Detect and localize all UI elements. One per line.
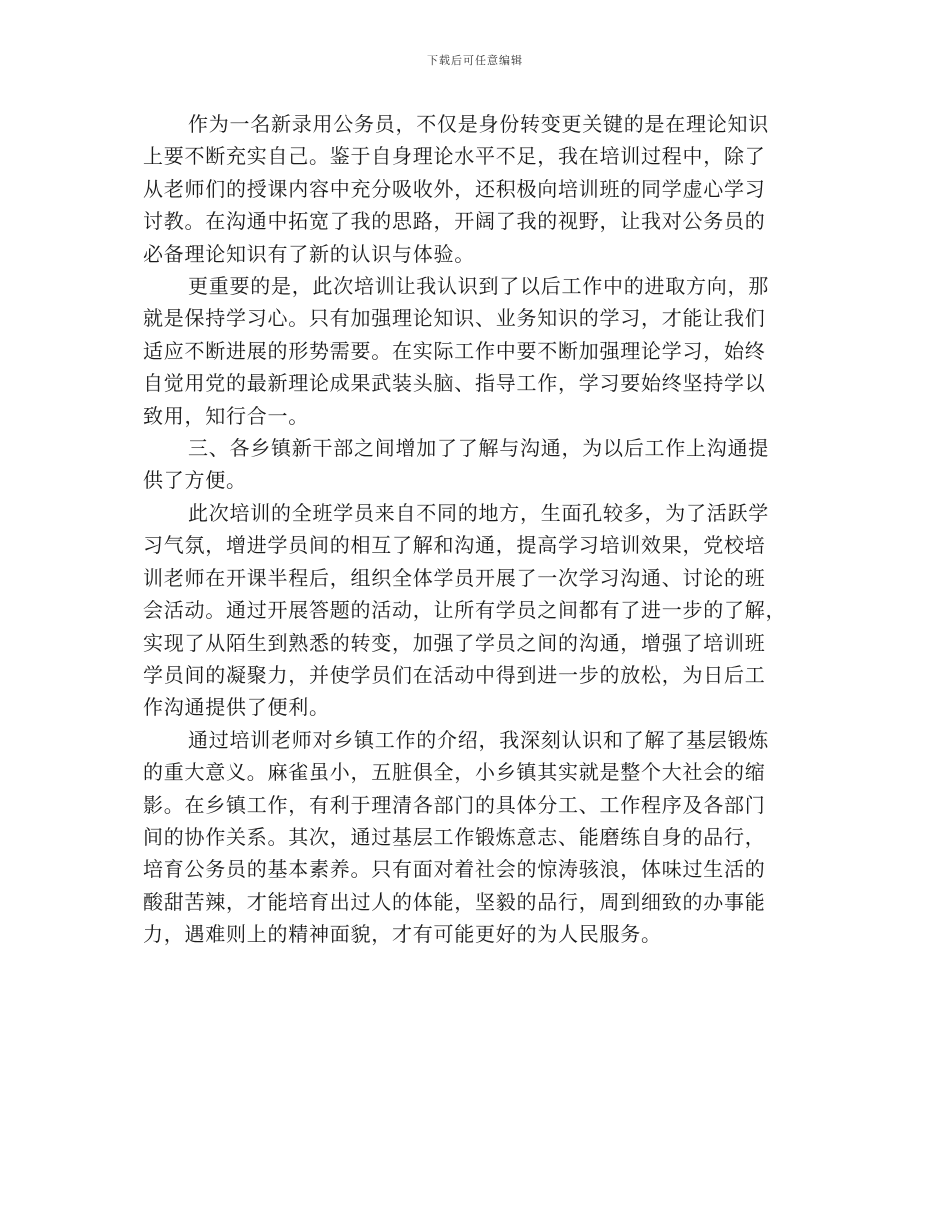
text-line: 供了方便。 (143, 468, 247, 493)
text-line: 就是保持学习心。只有加强理论知识、业务知识的学习，才能让我们 (143, 306, 766, 331)
text-line: 更重要的是，此次培训让我认识到了以后工作中的进取方向，那 (188, 274, 769, 299)
text-line: 此次培训的全班学员来自不同的地方，生面孔较多，为了活跃学 (188, 500, 769, 525)
text-line: 致用，知行合一。 (143, 403, 309, 428)
text-line: 讨教。在沟通中拓宽了我的思路，开阔了我的视野，让我对公务员的 (143, 209, 766, 234)
paragraph-5 (143, 724, 803, 951)
text-line: 酸甜苦辣，才能培育出过人的体能，坚毅的品行，周到细致的办事能 (143, 889, 766, 914)
text-line: 自觉用党的最新理论成果武装头脑、指导工作，学习要始终坚持学以 (143, 371, 766, 396)
text-line: 必备理论知识有了新的认识与体验。 (143, 241, 475, 266)
text-line: 学员间的凝聚力，并使学员们在活动中得到进一步的放松，为日后工 (143, 662, 766, 687)
text-line: 力，遇难则上的精神面貌，才有可能更好的为人民服务。 (143, 922, 662, 947)
text-line: 间的协作关系。其次，通过基层工作锻炼意志、能磨练自身的品行， (143, 824, 766, 849)
paragraph-3-heading (143, 432, 803, 497)
paragraph-4 (143, 497, 803, 724)
text-line: 适应不断进展的形势需要。在实际工作中要不断加强理论学习，始终 (143, 338, 766, 363)
text-line: 训老师在开课半程后，组织全体学员开展了一次学习沟通、讨论的班 (143, 565, 766, 590)
text-line: 会活动。通过开展答题的活动，让所有学员之间都有了进一步的了解， (143, 598, 787, 623)
text-line: 上要不断充实自己。鉴于自身理论水平不足，我在培训过程中，除了 (143, 144, 766, 169)
paragraph-2 (143, 270, 803, 432)
text-line: 三、各乡镇新干部之间增加了了解与沟通，为以后工作上沟通提 (188, 436, 769, 461)
text-line: 培育公务员的基本素养。只有面对着社会的惊涛骇浪，体味过生活的 (143, 857, 766, 882)
text-line: 通过培训老师对乡镇工作的介绍，我深刻认识和了解了基层锻炼 (188, 727, 769, 752)
text-line: 作沟通提供了便利。 (143, 695, 330, 720)
text-line: 作为一名新录用公务员，不仅是身份转变更关键的是在理论知识 (188, 112, 769, 136)
text-line: 影。在乡镇工作，有利于理清各部门的具体分工、工作程序及各部门 (143, 792, 766, 817)
paragraph-1 (143, 108, 803, 270)
text-line: 实现了从陌生到熟悉的转变，加强了学员之间的沟通，增强了培训班 (143, 630, 766, 655)
text-line: 从老师们的授课内容中充分吸收外，还积极向培训班的同学虚心学习 (143, 176, 766, 201)
text-line: 习气氛，增进学员间的相互了解和沟通，提高学习培训效果，党校培 (143, 533, 766, 558)
document-body (143, 108, 803, 951)
page-header: 下载后可任意编辑 (427, 54, 523, 67)
text-line: 的重大意义。麻雀虽小，五脏俱全，小乡镇其实就是整个大社会的缩 (143, 760, 766, 785)
